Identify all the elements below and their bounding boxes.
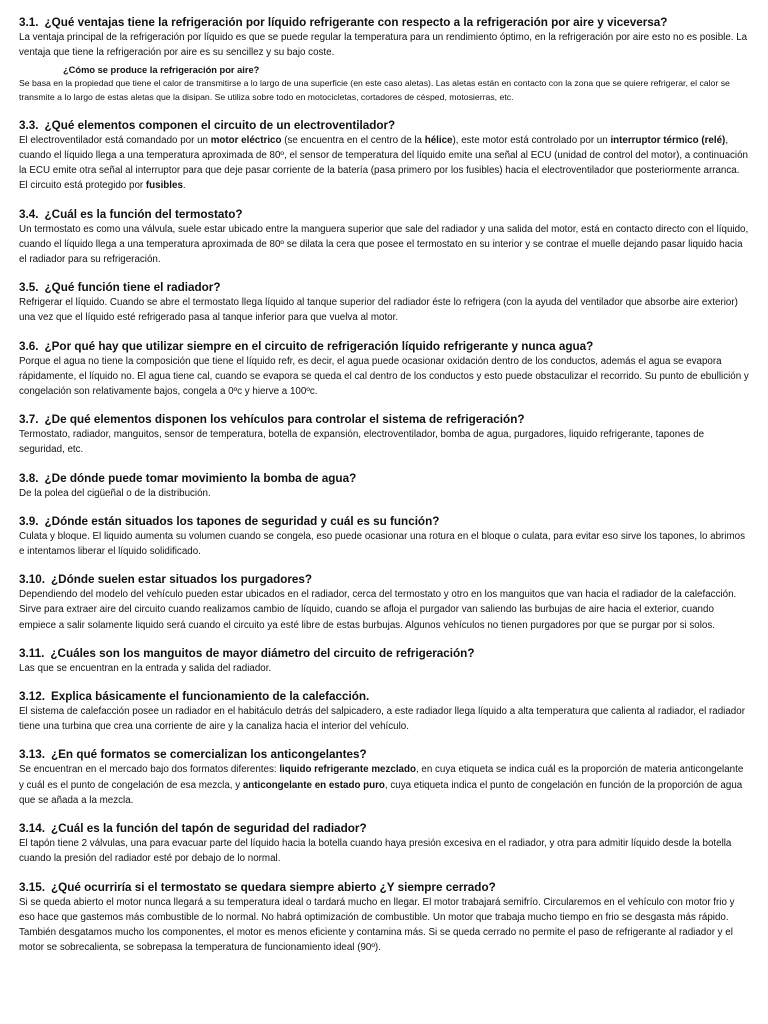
answer-bold: interruptor térmico (relé) — [610, 134, 726, 146]
section-3-14 — [19, 821, 749, 866]
question-heading — [19, 207, 749, 222]
answer-text: Un termostato es como una válvula, suele estar ubicado entre la manguera superior que sale del radiador y una salida del motor, está en contacto directo con el líquido, cuando el líquido llega a una temperatura aproximada de 80º se dilata la cera que posee el termostato en su interior y se contrae el muelle dejando pasar liquido hacia el radiador para su refrigeración. — [19, 223, 749, 266]
question-text: ¿Qué elementos componen el circuito de un electroventilador? — [44, 118, 396, 132]
question-number: 3.12. — [19, 690, 45, 704]
answer-span: . — [182, 180, 186, 192]
section-3-15 — [19, 880, 749, 956]
question-heading — [19, 514, 749, 529]
question-text: ¿Cuál es la función del tapón de seguridad del radiador? — [51, 822, 367, 836]
question-number: 3.1. — [19, 16, 39, 29]
answer-text: Termostato, radiador, manguitos, sensor de temperatura, botella de expansión, electroventilador, bomba de agua, purgadores, liquido refrigerante, tapones de seguridad, etc. — [19, 429, 705, 456]
section-3-9 — [19, 514, 749, 559]
question-number: 3.14. — [19, 822, 45, 836]
question-heading — [19, 747, 749, 762]
question-number: 3.8. — [19, 471, 39, 485]
document-page — [19, 15, 749, 955]
question-text: ¿Por qué hay que utilizar siempre en el circuito de refrigeración líquido refrigerante y nunca agua? — [44, 339, 594, 353]
answer-text: Las que se encuentran en la entrada y salida del radiador. — [19, 662, 272, 674]
question-heading — [19, 15, 749, 30]
section-3-12 — [19, 689, 749, 734]
answer-text: El sistema de calefacción posee un radiador en el habitáculo detrás del salpicadero, a este radiador llega líquido a alta temperatura que calienta al radiador, el radiador tiene una turbina que crea una corriente de aire y la canaliza hacia el interior del vehículo. — [19, 706, 745, 733]
answer-text: Refrigerar el líquido. Cuando se abre el termostato llega líquido al tanque superior del radiador éste lo refrigera (con la ayuda del ventilador que absorbe aire exterior) una vez que el líquido esté refrigerado pasa al tanque inferior para que vuelva al motor. — [19, 297, 738, 324]
section-3-1 — [19, 15, 749, 104]
question-text: ¿Dónde están situados los tapones de seguridad y cuál es su función? — [44, 514, 440, 528]
question-heading — [19, 646, 749, 661]
question-text: ¿Qué ocurriría si el termostato se quedara siempre abierto ¿Y siempre cerrado? — [51, 880, 496, 894]
question-text: ¿Qué función tiene el radiador? — [44, 281, 221, 295]
question-heading — [19, 821, 749, 836]
question-number: 3.5. — [19, 281, 39, 295]
sub-answer-text: Se basa en la propiedad que tiene el calor de transmitirse a lo largo de una superficie (en este caso aletas). Las aletas están en contacto con la zona que se quiere refrigerar, el calor se transmite a lo largo de estas aletas que la disipan. Se utiliza sobre todo en motocicletas, cortadores de césped, motosierras, etc. — [19, 78, 730, 102]
section-3-11 — [19, 646, 749, 676]
question-text: Explica básicamente el funcionamiento de la calefacción. — [51, 690, 370, 704]
question-number: 3.10. — [19, 573, 45, 587]
section-3-13 — [19, 747, 749, 808]
section-3-4 — [19, 207, 749, 268]
question-number: 3.11. — [19, 646, 45, 660]
question-heading — [19, 572, 749, 587]
question-text: ¿Cuál es la función del termostato? — [44, 207, 243, 221]
answer-span: , en cuya etiqueta se indica cuál es la proporción de materia anticongelante y cuál es el punto de congelación de esa mezcla, y — [19, 764, 744, 791]
section-3-6 — [19, 339, 749, 400]
answer-bold: hélice — [424, 134, 453, 146]
answer-text: El tapón tiene 2 válvulas, una para evacuar parte del líquido hacia la botella cuando haya presión excesiva en el radiador, y otra para admitir líquido desde la botella cuando la presión del radiador esté por debajo de lo normal. — [19, 838, 732, 865]
section-3-5 — [19, 280, 749, 325]
question-text: ¿Qué ventajas tiene la refrigeración por líquido refrigerante con respecto a la refrigeración por aire y viceversa? — [44, 16, 668, 29]
question-number: 3.15. — [19, 880, 45, 894]
question-heading — [19, 339, 749, 354]
question-heading — [19, 880, 749, 895]
question-heading — [19, 118, 749, 133]
section-3-10 — [19, 572, 749, 633]
answer-text: La ventaja principal de la refrigeración por líquido es que se puede regular la temperatura para un rendimiento óptimo, en la refrigeración por aire esto no es posible. La ventaja que tiene la refrigeración por aire es su sencillez y su bajo coste. — [19, 32, 748, 59]
question-number: 3.13. — [19, 748, 45, 762]
answer-text: Culata y bloque. El liquido aumenta su volumen cuando se congela, eso puede ocasionar una rotura en el bloque o culata, para evitar eso sirve los tapones, lo abrimos e intentamos liberar el líquido solidificado. — [19, 530, 745, 558]
question-heading — [19, 471, 749, 486]
question-number: 3.6. — [19, 339, 39, 353]
answer-span: , cuando el líquido llega a una temperatura aproximada de 80º, el sensor de temperatura del líquido emite una señal al ECU (unidad de control del motor), a continuación la ECU emite otra señal al interruptor para que deje pasar corriente de la batería (pasa primero por los fusibles) hacia el electroventilador que posteriormente arranca. El circuito está protegido por — [19, 134, 748, 192]
question-text: ¿En qué formatos se comercializan los anticongelantes? — [51, 748, 367, 762]
question-number: 3.7. — [19, 413, 39, 427]
question-heading — [19, 280, 749, 295]
answer-span: El electroventilador está comandado por un — [19, 134, 211, 146]
section-3-8 — [19, 471, 749, 501]
sub-question-heading: ¿Cómo se produce la refrigeración por aire? — [63, 65, 260, 76]
question-text: ¿Cuáles son los manguitos de mayor diámetro del circuito de refrigeración? — [50, 646, 475, 660]
question-number: 3.4. — [19, 207, 39, 221]
answer-span: Se encuentran en el mercado bajo dos formatos diferentes: — [19, 764, 280, 776]
answer-bold: liquido refrigerante mezclado — [279, 764, 416, 776]
question-heading — [19, 412, 749, 427]
answer-text: Porque el agua no tiene la composición que tiene el líquido refr, es decir, el agua puede ocasionar oxidación dentro de los conductos, además el agua se evapora rápidamente, el líquido no. El agua tiene cal, cuando se evapora se queda el cal dentro de los conductos y esto puede obstaculizar el recorrido. Su punto de ebullición y congelación son relativamente bajos, congela a 0ºc y hierve a 100ºc. — [19, 355, 749, 398]
question-text: ¿De dónde puede tomar movimiento la bomba de agua? — [44, 471, 357, 485]
section-3-3 — [19, 118, 749, 194]
question-text: ¿Dónde suelen estar situados los purgadores? — [51, 573, 313, 587]
answer-text — [19, 762, 749, 808]
question-heading — [19, 689, 749, 704]
question-text: ¿De qué elementos disponen los vehículos para controlar el sistema de refrigeración? — [44, 413, 525, 427]
question-number: 3.3. — [19, 118, 39, 132]
answer-span: , cuya etiqueta indica el punto de congelación en función de la proporción de agua que se añada a la mezcla. — [19, 779, 743, 806]
section-3-7 — [19, 412, 749, 457]
answer-text — [19, 133, 749, 194]
answer-bold: motor eléctrico — [210, 134, 282, 146]
answer-text: De la polea del cigüeñal o de la distribución. — [19, 487, 211, 499]
answer-span: ), este motor está controlado por un — [452, 134, 611, 146]
answer-text: Dependiendo del modelo del vehículo pueden estar ubicados en el radiador, cerca del termostato y otro en los manguitos que van hacia el radiador de la calefacción. Sirve para extraer aire del circuito cuando realizamos cambio de líquido, cuando se afloja el purgador van saliendo las burbujas de aire hacia el exterior, cuando empiece a salir solamente liquido será cuando el circuito ya esté libre de estas burbujas. Algunos vehículos no tienen purgadores por que se purgar por si solos. — [19, 589, 737, 631]
answer-bold: fusibles — [145, 180, 183, 192]
answer-bold: anticongelante en estado puro — [242, 779, 385, 791]
answer-text: Si se queda abierto el motor nunca llegará a su temperatura ideal o tardará mucho en llegar. El motor trabajará semifrío. Circularemos en el vehículo con motor frio y eso hace que gastemos más combustible de lo normal. No habrá optimización de combustible. Un motor que trabaja mucho tiempo en frio se desgasta más rápido. También desgatamos mucho los componentes, el motor es menos eficiente y contamina más. Si se queda cerrado no permite el paso de refrigerante al radiador y el motor se sobrecalienta, se sobrepasa la temperatura de funcionamiento ideal (90º). — [19, 896, 735, 954]
answer-span: (se encuentra en el centro de la — [281, 134, 425, 146]
question-number: 3.9. — [19, 514, 39, 528]
